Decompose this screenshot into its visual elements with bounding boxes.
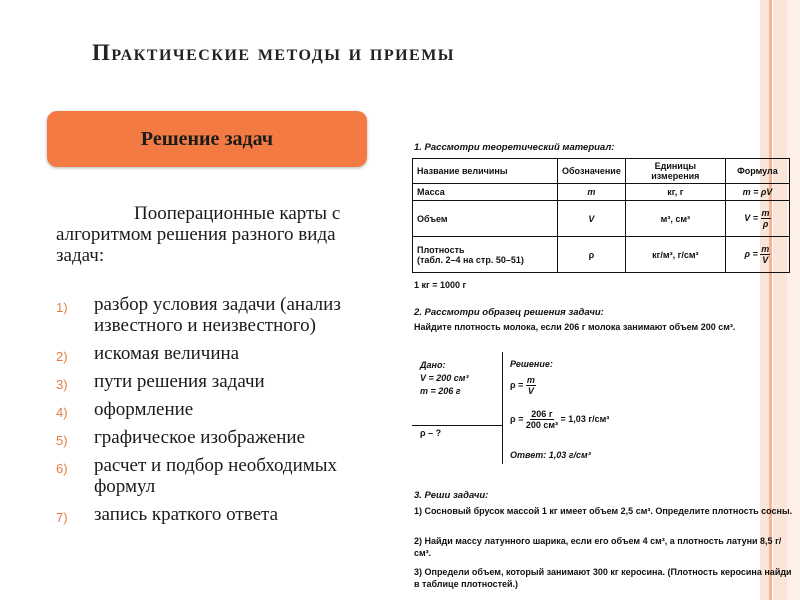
numerator: m — [761, 208, 770, 218]
table-cell: м³, см³ — [625, 201, 725, 237]
list-item — [56, 343, 356, 364]
quantities-table — [412, 158, 790, 273]
list-text: запись краткого ответа — [94, 504, 278, 525]
list-number: 4) — [56, 405, 68, 420]
formula-lhs: ρ = — [510, 379, 524, 390]
table-cell: m — [558, 184, 626, 201]
denominator: ρ — [762, 219, 769, 229]
list-text: оформление — [94, 399, 194, 420]
list-item — [56, 504, 356, 525]
list-item — [56, 294, 356, 336]
section-heading: 2. Рассмотри образец решения задачи: — [414, 307, 604, 318]
table-cell: кг/м³, г/см³ — [625, 237, 725, 273]
answer-text: Ответ: 1,03 г/см³ — [510, 450, 591, 460]
cell-line: Плотность — [417, 244, 465, 255]
table-cell — [725, 201, 789, 237]
formula-lhs: V = — [744, 212, 759, 223]
task-text: 1) Сосновый брусок массой 1 кг имеет объем 2,5 см³. Определите плотность сосны. — [414, 506, 793, 516]
find-text: ρ – ? — [420, 428, 442, 438]
table-cell: Масса — [413, 184, 558, 201]
list-text: пути решения задачи — [94, 371, 265, 392]
note-text: 1 кг = 1000 г — [414, 280, 467, 290]
table-cell — [413, 237, 558, 273]
problem-text: Найдите плотность молока, если 206 г молока занимают объем 200 см³. — [414, 322, 736, 332]
table-header-row — [413, 159, 790, 184]
fraction — [526, 375, 536, 396]
task-text: 2) Найди массу латунного шарика, если его объем 4 см³, а плотность латуни 8,5 г/см³. — [414, 536, 782, 558]
fraction — [760, 244, 770, 265]
denominator: V — [762, 255, 769, 265]
fraction — [761, 208, 771, 229]
list-number: 1) — [56, 300, 68, 315]
table-cell — [725, 237, 789, 273]
divider-line — [412, 425, 502, 426]
formula-lhs: ρ = — [510, 413, 524, 424]
list-number: 7) — [56, 510, 68, 525]
formula-result: = 1,03 г/см³ — [560, 413, 610, 424]
fraction — [526, 409, 558, 430]
list-number: 6) — [56, 461, 68, 476]
numerator: 206 г — [531, 409, 553, 419]
table-cell: m = ρV — [725, 184, 789, 201]
divider-line — [502, 352, 503, 464]
formula-lhs: ρ = — [744, 248, 758, 259]
table-row — [413, 237, 790, 273]
intro-text: Пооперационные карты с алгоритмом решения разного вида задач: — [56, 203, 341, 266]
list-text: графическое изображение — [94, 427, 306, 448]
table-row — [413, 201, 790, 237]
cell-line: (табл. 2–4 на стр. 50–51) — [417, 254, 524, 265]
steps-list — [56, 294, 356, 532]
table-header: Название величины — [413, 159, 558, 184]
numerator: m — [761, 244, 770, 254]
table-cell: ρ — [558, 237, 626, 273]
table-header: Обозначение — [558, 159, 626, 184]
solution-formula — [510, 375, 536, 396]
given-value: m = 206 г — [420, 386, 461, 396]
task-text: 3) Определи объем, который занимают 300 кг керосина. (Плотность керосина найди в таблице плотностей.) — [414, 567, 792, 589]
table-cell: V — [558, 201, 626, 237]
list-item — [56, 427, 356, 448]
solution-label: Решение: — [510, 359, 553, 369]
section-heading: 3. Реши задачи: — [414, 490, 489, 501]
denominator: 200 см³ — [525, 420, 559, 430]
table-header: Единицы измерения — [625, 159, 725, 184]
given-value: V = 200 см³ — [420, 373, 469, 383]
table-cell: Объем — [413, 201, 558, 237]
list-number: 3) — [56, 377, 68, 392]
section-heading: 1. Рассмотри теоретический материал: — [414, 142, 615, 153]
list-number: 2) — [56, 349, 68, 364]
table-row — [413, 184, 790, 201]
list-item — [56, 455, 356, 497]
list-text: искомая величина — [94, 343, 240, 364]
topic-box — [47, 111, 367, 167]
given-block — [420, 359, 468, 398]
given-label: Дано: — [420, 360, 446, 370]
list-item — [56, 399, 356, 420]
denominator: V — [527, 386, 534, 396]
numerator: m — [526, 375, 535, 385]
table-cell: кг, г — [625, 184, 725, 201]
list-number: 5) — [56, 433, 68, 448]
list-text: расчет и подбор необходимых формул — [94, 455, 338, 497]
solution-calculation — [510, 409, 609, 430]
table-header: Формула — [725, 159, 789, 184]
topic-label: Решение задач — [140, 127, 274, 150]
list-text: разбор условия задачи (анализ известного и неизвестного) — [94, 294, 341, 336]
slide-title: Практические методы и приемы — [92, 40, 456, 65]
list-item — [56, 371, 356, 392]
